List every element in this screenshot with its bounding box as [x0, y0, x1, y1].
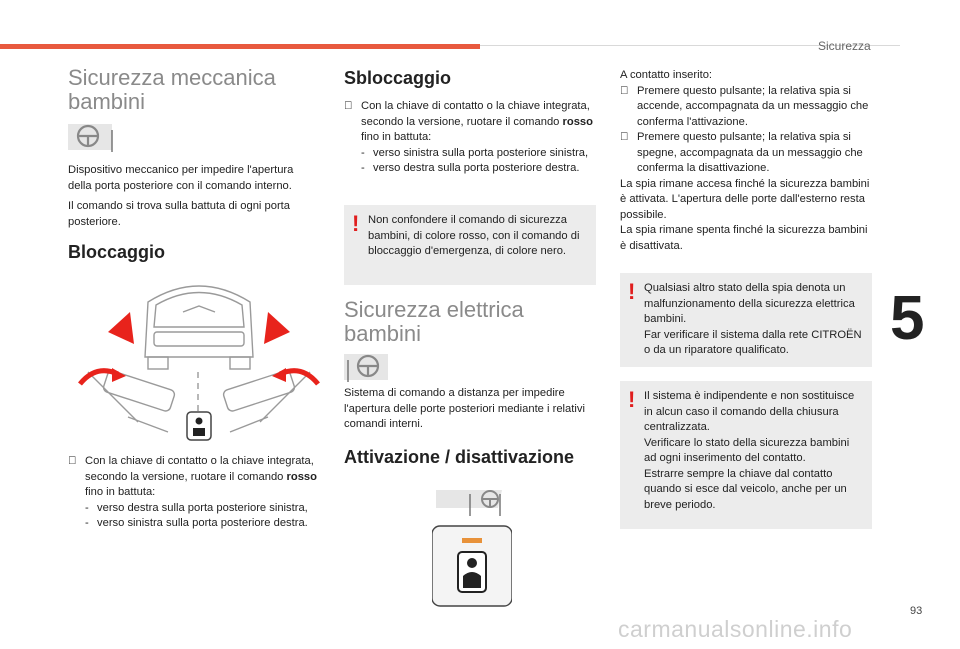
column-right: A contatto inserito: Premere questo pulsante; la relativa spia si accende, accompagnata da un messaggio che conferma l'attivazione. Premere questo pulsante; la relativa spia si spegne, accompagnata da un messaggio che conferma la disattivazione. La spia rimane accesa finché la sicurezza bambini è attivata. L'apertura delle porte dall'esterno resta possibile. La spia rimane spenta finché la sicurezza bambini è disattivata. — [620, 69, 870, 252]
car-door-illustration — [68, 272, 330, 442]
title-electric: Sicurezza elettrica bambini — [344, 297, 524, 346]
paragraph-electric: Sistema di comando a distanza per impedire l'apertura delle porte posteriori mediante i relativi comandi interni. — [344, 387, 585, 430]
chapter-number: 5 — [890, 284, 925, 353]
warning-note-colors: ! Non confondere il comando di sicurezza bambini, di colore rosso, con il comando di bloccaggio d'emergenza, di colore nero. — [344, 205, 596, 285]
paragraph-desc: Dispositivo meccanico per impedire l'apertura della porta posteriore con il comando interno. — [68, 164, 294, 192]
section-header: Sicurezza — [818, 39, 871, 53]
warning-icon: ! — [628, 279, 636, 304]
heading-bloccaggio: Bloccaggio — [68, 242, 166, 262]
column-left — [68, 66, 318, 114]
bullet-sbloccaggio: Con la chiave di contatto o la chiave integrata, secondo la versione, ruotare il comando rosso fino in battuta: - verso sinistra sulla porta posteriore sinistra, - verso destra sulla porta posteriore destra. — [361, 100, 593, 174]
warning-note-independent: ! Il sistema è indipendente e non sostituisce in alcun caso il comando della chiusura centralizzata. Verificare lo stato della sicurezza bambini ad ogni inserimento del contatto. Estrarre sempre la chiave dal contatto quando si esce dal veicolo, anche per un breve periodo. — [620, 381, 872, 529]
heading-sbloccaggio: Sbloccaggio — [344, 68, 452, 88]
warning-note-malfunction: ! Qualsiasi altro stato della spia denota un malfunzionamento della sicurezza elettrica bambini. Far verificare il sistema dalla rete CITROËN o da un riparatore qualificato. — [620, 273, 872, 367]
watermark: carmanualsonline.info — [618, 616, 853, 642]
warning-icon: ! — [628, 387, 636, 412]
title-mechanical: Sicurezza meccanica bambini — [68, 65, 276, 114]
steering-wheel-icon — [344, 352, 392, 382]
bullet-marker — [68, 454, 76, 470]
child-lock-button-illustration — [432, 488, 512, 608]
heading-attivazione: Attivazione / disattivazione — [344, 447, 575, 467]
page-number: 93 — [910, 605, 923, 617]
warning-icon: ! — [352, 211, 360, 236]
paragraph-location: Il comando si trova sulla battuta di ogni porta posteriore. — [68, 200, 291, 228]
bullet-bloccaggio: Con la chiave di contatto o la chiave integrata, secondo la versione, ruotare il comando rosso fino in battuta: - verso destra sulla porta posteriore sinistra, - verso sinistra sulla porta posteriore destra. — [68, 454, 318, 532]
top-accent-bar — [0, 44, 480, 49]
steering-wheel-icon — [68, 122, 116, 152]
